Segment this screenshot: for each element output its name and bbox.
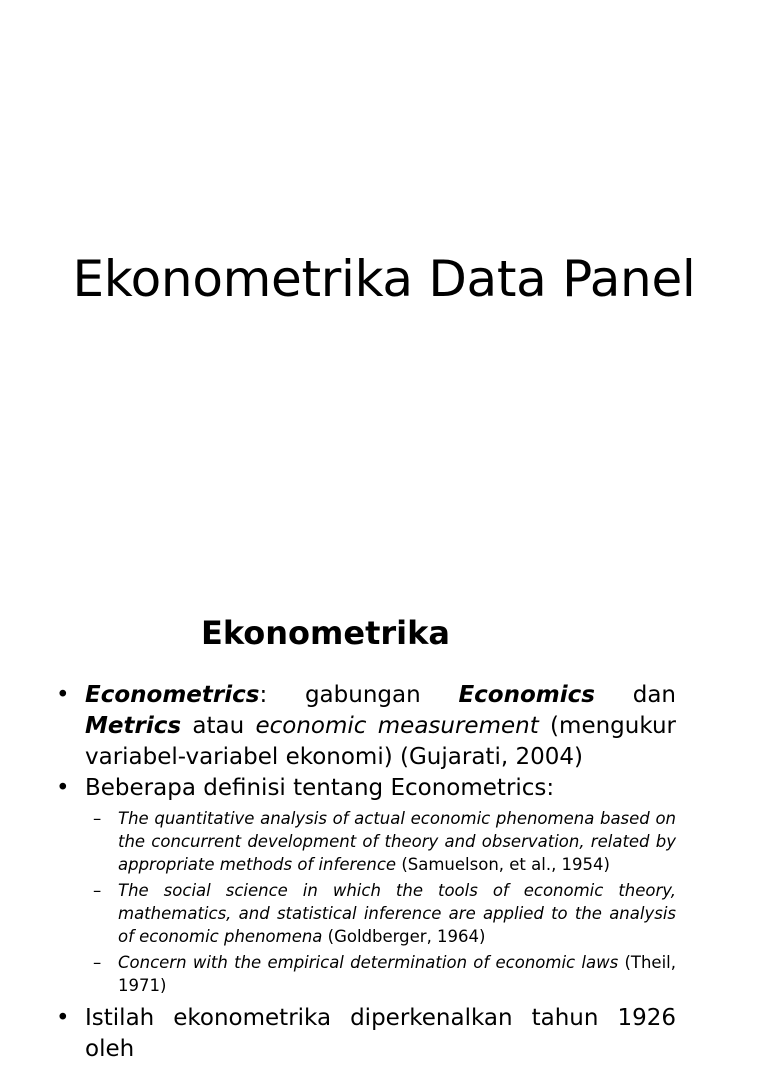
colon: : [259, 682, 268, 708]
term-econometrics: Econometrics [85, 682, 260, 708]
bullet-icon: • [56, 1005, 70, 1031]
bullet-item-econometrics [56, 680, 676, 773]
presentation-title: Ekonometrika Data Panel [72, 250, 696, 308]
bullet-list [56, 680, 676, 1065]
dash-icon: – [93, 809, 102, 828]
definition-goldberger [85, 879, 676, 948]
definition-quote: Concern with the empirical determination of economic laws [118, 953, 619, 972]
term-economic-measurement: economic measurement [255, 713, 539, 739]
definitions-intro: Beberapa definisi tentang Econometrics: [85, 775, 555, 801]
term-economics: Economics [458, 682, 595, 708]
dash-icon: – [93, 953, 102, 972]
bullet-item-history [56, 1003, 676, 1065]
bullet-item-definitions [56, 773, 676, 997]
definition-samuelson [85, 807, 676, 876]
dash-icon: – [93, 881, 102, 900]
bullet-icon: • [56, 682, 70, 708]
definition-citation: (Samuelson, et al., 1954) [396, 855, 610, 874]
definition-sublist [85, 807, 676, 997]
term-metrics: Metrics [85, 713, 182, 739]
definition-citation: (Goldberger, 1964) [322, 927, 486, 946]
bullet-icon: • [56, 775, 70, 801]
definition-theil [85, 951, 676, 997]
definition-quote: The quantitative analysis of actual economic phenomena based on the concurrent development of theory and observation, related by appropriate methods of inference [118, 809, 676, 874]
text-definition-rest: (mengukur variabel-variabel ekonomi) (Gujarati, 2004) [85, 713, 676, 770]
history-text: Istilah ekonometrika diperkenalkan tahun 1926 oleh [85, 1005, 676, 1062]
text-atau: atau [181, 713, 256, 739]
definition-quote: The social science in which the tools of economic theory, mathematics, and statistical inference are applied to the analysis of economic phenomena [118, 881, 676, 946]
text-dan: dan [594, 682, 676, 708]
slide-heading: Ekonometrika [201, 614, 450, 652]
content-slide [0, 576, 768, 1062]
definition-citation: (Theil, 1971) [118, 953, 676, 995]
text-gabungan: gabungan [267, 682, 459, 708]
